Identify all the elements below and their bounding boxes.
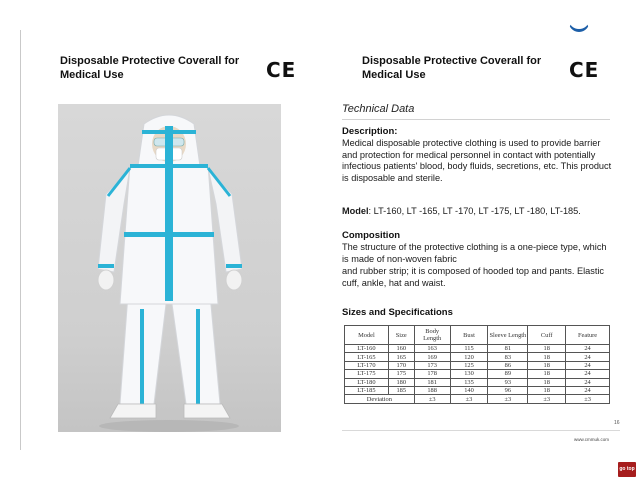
footer-url: www.cmmuk.com <box>574 437 610 442</box>
table-cell: 24 <box>566 378 610 386</box>
table-row <box>345 370 610 378</box>
table-cell: ±3 <box>566 395 610 403</box>
table-cell: 81 <box>488 345 528 353</box>
table-cell: 181 <box>414 378 450 386</box>
description-title: Description: <box>342 126 398 137</box>
table-cell: 89 <box>488 370 528 378</box>
table-cell: LT-170 <box>345 361 389 369</box>
ce-mark-right: CE <box>569 58 600 82</box>
table-cell: 83 <box>488 353 528 361</box>
table-cell: 24 <box>566 345 610 353</box>
table-cell: 125 <box>450 361 488 369</box>
table-cell: 24 <box>566 370 610 378</box>
header-cell: Size <box>388 326 414 345</box>
table-row <box>345 353 610 361</box>
header-cell: Cuff <box>528 326 566 345</box>
table-cell: 163 <box>414 345 450 353</box>
coverall-illustration <box>58 104 281 432</box>
table-cell: 178 <box>414 370 450 378</box>
header-cell: Body Length <box>414 326 450 345</box>
table-cell: 188 <box>414 386 450 394</box>
table-cell: 18 <box>528 386 566 394</box>
logo-arc-fragment <box>568 8 590 32</box>
table-cell: 86 <box>488 361 528 369</box>
left-product-heading: Disposable Protective Coverall for Medical Use <box>60 55 240 81</box>
table-cell: 140 <box>450 386 488 394</box>
table-cell: 170 <box>388 361 414 369</box>
table-cell: 24 <box>566 361 610 369</box>
composition-text-2: and rubber strip; it is composed of hooded top and pants. Elastic cuff, ankle, hat and waist. <box>342 266 605 288</box>
header-cell: Sleeve Length <box>488 326 528 345</box>
model-label: Model <box>342 206 369 216</box>
table-cell: 169 <box>414 353 450 361</box>
table-cell: LT-180 <box>345 378 389 386</box>
ce-mark-left: CE <box>266 58 297 82</box>
table-cell: 185 <box>388 386 414 394</box>
table-row <box>345 361 610 369</box>
table-cell: LT-185 <box>345 386 389 394</box>
page-number: 16 <box>614 420 620 426</box>
table-row <box>345 386 610 394</box>
table-cell: 96 <box>488 386 528 394</box>
table-cell: LT-165 <box>345 353 389 361</box>
table-cell: 18 <box>528 361 566 369</box>
deviation-label: Deviation <box>345 395 415 403</box>
size-specifications-table <box>344 325 610 404</box>
table-cell: 130 <box>450 370 488 378</box>
composition-text-1: The structure of the protective clothing is a one-piece type, which is made of non-woven fabric <box>342 242 607 264</box>
right-product-heading: Disposable Protective Coverall for Medical Use <box>362 55 542 81</box>
model-list: : LT-160, LT -165, LT -170, LT -175, LT -180, LT-185. <box>368 206 581 216</box>
table-cell: ±3 <box>414 395 450 403</box>
table-cell: LT-160 <box>345 345 389 353</box>
table-cell: 165 <box>388 353 414 361</box>
technical-data-rule <box>342 119 610 120</box>
header-cell: Model <box>345 326 389 345</box>
table-cell: 120 <box>450 353 488 361</box>
table-cell: 180 <box>388 378 414 386</box>
coverall-product-photo <box>58 104 281 432</box>
table-cell: 24 <box>566 353 610 361</box>
table-cell: 18 <box>528 370 566 378</box>
table-cell: 18 <box>528 345 566 353</box>
table-cell: 160 <box>388 345 414 353</box>
table-cell: 115 <box>450 345 488 353</box>
sizes-title: Sizes and Specifications <box>342 307 453 318</box>
left-margin-rule <box>20 30 21 450</box>
table-cell: 18 <box>528 378 566 386</box>
technical-data-title: Technical Data <box>342 103 415 115</box>
table-cell: 93 <box>488 378 528 386</box>
table-cell: 175 <box>388 370 414 378</box>
model-line <box>342 206 581 216</box>
deviation-row <box>345 395 610 403</box>
table-row <box>345 378 610 386</box>
footer-rule <box>342 430 620 431</box>
table-cell: 135 <box>450 378 488 386</box>
table-cell: 24 <box>566 386 610 394</box>
table-cell: ±3 <box>528 395 566 403</box>
description-text: Medical disposable protective clothing is used to provide barrier and protection for medical personnel in contact with potentially infectious patients' blood, body fluids, secretions, etc. This product is disposable and sterile. <box>342 138 612 183</box>
table-row <box>345 345 610 353</box>
table-cell: 173 <box>414 361 450 369</box>
table-cell: ±3 <box>488 395 528 403</box>
header-cell: Feature <box>566 326 610 345</box>
go-top-button[interactable]: go top <box>618 462 636 477</box>
header-cell: Bust <box>450 326 488 345</box>
composition-title: Composition <box>342 230 401 241</box>
table-cell: ±3 <box>450 395 488 403</box>
table-cell: LT-175 <box>345 370 389 378</box>
table-cell: 18 <box>528 353 566 361</box>
table-header-row <box>345 326 610 345</box>
